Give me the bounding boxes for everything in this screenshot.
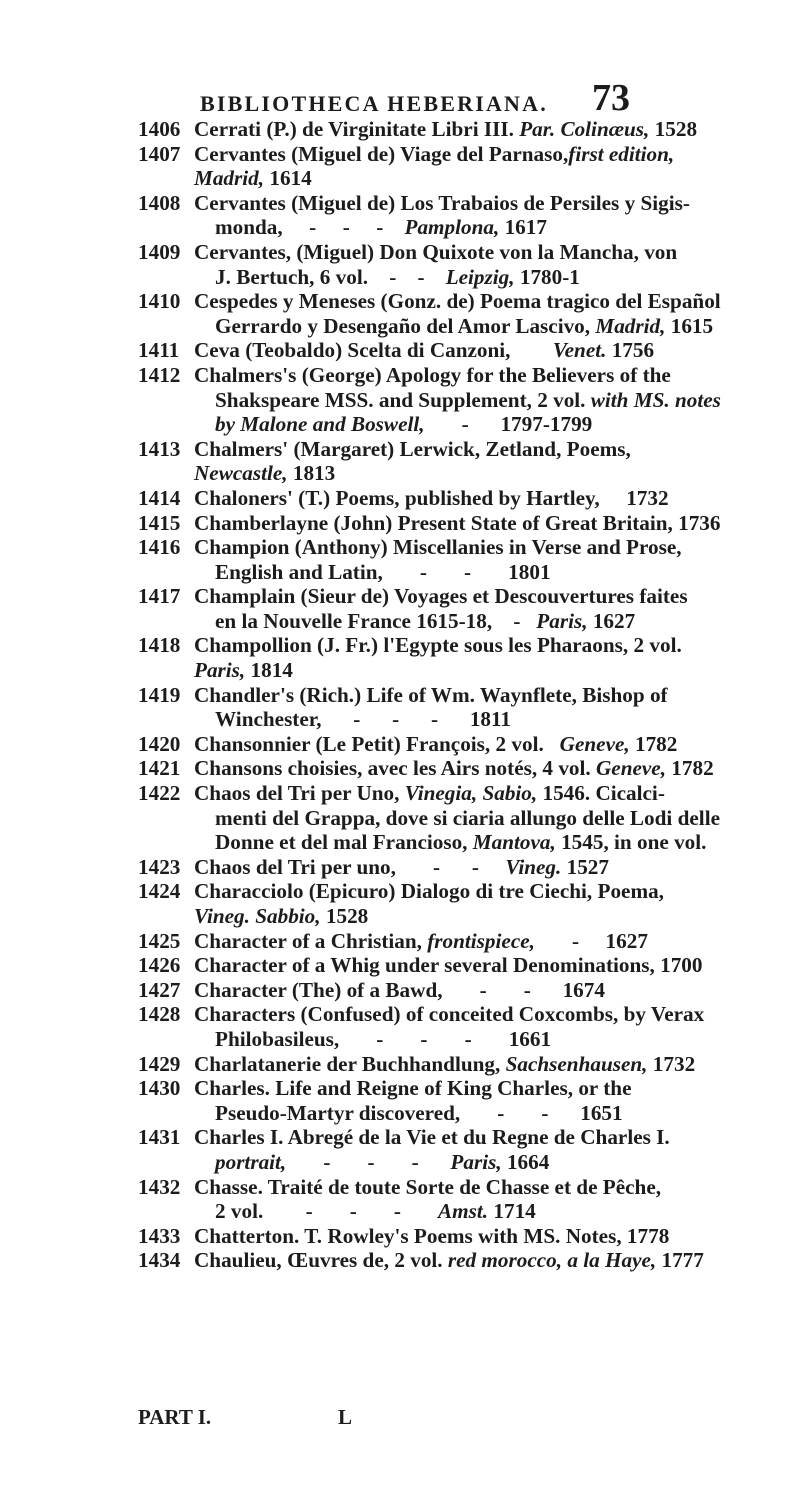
entry-line: Cervantes (Miguel de) Los Trabaios de Persiles y Sigis- [194,190,690,215]
entry-number: 1412 [138,362,181,387]
entry-line: Character of a Whig under several Denominations, 1700 [194,953,703,978]
entry-number: 1426 [138,953,181,978]
catalogue-entry [0,511,800,536]
entry-number: 1406 [138,117,181,141]
entry-text [194,756,714,781]
entry-line: Cervantes, (Miguel) Don Quixote von la Mancha, von [194,239,678,264]
entry-text [194,1051,696,1077]
catalogue-entry [0,1076,800,1125]
entry-number: 1424 [138,879,181,904]
entry-line: Chamberlayne (John) Present State of Great Britain, 1736 [194,510,721,535]
catalogue-entry [0,191,800,240]
entry-text [194,1175,664,1224]
entry-line: Chasse. Traité de toute Sorte de Chasse et de Pêche, [194,1174,662,1199]
entry-number: 1423 [138,854,181,879]
entry-line: Gerrardo y Desengaño del Amor Lascivo, Madrid, 1615 [215,313,714,338]
entry-number: 1416 [138,535,181,560]
entry-line: menti del Grappa, dove si ciaria allungo delle Lodi delle [215,805,720,830]
entry-line: Chaos del Tri per Uno, Vinegia, Sabio, 1546. Cicalci- [194,781,665,806]
entry-line: Characciolo (Epicuro) Dialogo di tre Ciechi, Poema, [194,879,664,904]
catalogue-entry [0,584,800,633]
entry-number: 1413 [138,436,181,461]
catalogue-entry [0,929,800,954]
entry-number: 1427 [138,977,181,1002]
entry-text [194,117,698,142]
entry-line: Chaulieu, Œuvres de, 2 vol. red morocco, a la Haye, 1777 [194,1248,704,1273]
entry-text [194,1076,664,1125]
entry-line: Shakspeare MSS. and Supplement, 2 vol. with MS. notes [215,387,721,412]
entry-number: 1428 [138,1002,181,1027]
entry-line: Chansons choisies, avec les Airs notés, 4 vol. Geneve, 1782 [194,756,714,781]
entry-line: Chaloners' (T.) Poems, published by Hartley, 1732 [194,485,669,510]
catalogue-entry [0,437,800,486]
entry-text [194,1223,670,1249]
entry-number: 1411 [138,338,180,363]
entry-line: Champion (Anthony) Miscellanies in Verse and Prose, [194,535,682,560]
catalogue-entry [0,633,800,682]
entry-text [194,338,664,363]
entry-line: Chalmers' (Margaret) Lerwick, Zetland, Poems, [194,436,631,461]
page-footer [138,1405,678,1429]
catalogue-entry [0,289,800,338]
entry-text [194,929,664,954]
entry-text [194,953,703,978]
entry-line: Characters (Confused) of conceited Coxcombs, by Verax [194,1002,705,1027]
catalogue-entry [0,953,800,978]
catalogue-entry [0,732,800,757]
entry-text [194,535,682,584]
entry-number: 1433 [138,1223,181,1248]
catalogue-entry [0,756,800,781]
entry-line: Donne et del mal Francioso, Mantova, 1545, in one vol. [215,830,707,855]
entry-line: 2 vol. - - - Amst. 1714 [215,1199,536,1224]
entry-line: Chaos del Tri per uno, - - Vineg. 1527 [194,854,609,879]
entry-number: 1409 [138,239,181,264]
entry-line: Champlain (Sieur de) Voyages et Descouvertures faites [194,584,688,609]
entry-line: Champollion (J. Fr.) l'Egypte sous les Pharaons, 2 vol. [194,633,682,658]
entry-number: 1434 [138,1248,181,1273]
entry-text [194,978,664,1003]
catalogue-entry [0,1052,800,1077]
entry-line: Character of a Christian, frontispiece, - 1627 [194,928,648,953]
entry-line: en la Nouvelle France 1615-18, - Paris, 1627 [215,608,636,633]
entry-line: Winchester, - - - 1811 [215,707,512,732]
catalogue-entry [0,338,800,363]
catalogue-entry [0,855,800,880]
entry-line: Cespedes y Meneses (Gonz. de) Poema tragico del Español [194,289,721,314]
entry-number: 1432 [138,1174,181,1199]
catalogue-entry [0,117,800,142]
entry-text [194,1248,704,1273]
entry-line: Chansonnier (Le Petit) François, 2 vol. Geneve, 1782 [194,731,678,756]
entry-number: 1407 [138,141,181,166]
catalogue-entry [0,1125,800,1174]
entry-line: Madrid, 1614 [194,166,312,191]
entry-number: 1425 [138,928,181,953]
entry-number: 1429 [138,1051,181,1076]
entry-text [194,1002,705,1051]
catalogue-entry [0,781,800,855]
entry-line: Ceva (Teobaldo) Scelta di Canzoni, Venet. 1756 [194,338,655,363]
catalogue-entry [0,978,800,1003]
entry-number: 1421 [138,756,181,781]
entry-line: Cervantes (Miguel de) Viage del Parnaso,first edition, [194,141,675,166]
entry-text [194,485,669,511]
entry-line: J. Bertuch, 6 vol. - - Leipzig, 1780-1 [215,264,580,289]
running-title: BIBLIOTHECA HEBERIANA. [200,91,548,116]
catalogue-entry [0,683,800,732]
entry-number: 1408 [138,190,181,215]
entry-number: 1430 [138,1076,181,1101]
catalogue-entry [0,1002,800,1051]
entry-line: Charles. Life and Reigne of King Charles, or the [194,1076,632,1101]
entry-text [194,633,682,683]
entry-number: 1420 [138,731,181,756]
entry-line: portrait, - - - Paris, 1664 [215,1149,550,1174]
entry-line: Chandler's (Rich.) Life of Wm. Waynflete, Bishop of [194,682,668,707]
catalogue-entry [0,879,800,928]
entry-text [194,855,664,880]
catalogue-entry [0,142,800,191]
entry-text [194,239,678,289]
entry-number: 1419 [138,682,181,707]
entry-text [194,682,668,732]
entry-text [194,362,721,437]
entry-number: 1422 [138,781,181,806]
entry-line: Pseudo-Martyr discovered, - - 1651 [215,1100,623,1125]
entry-line: Charles I. Abregé de la Vie et du Regne de Charles I. [194,1125,670,1150]
entry-number: 1431 [138,1125,181,1150]
entry-number: 1418 [138,633,181,658]
entry-line: Newcastle, 1813 [194,461,336,486]
catalogue-entry [0,1175,800,1224]
part-label: PART I. [138,1405,212,1429]
entry-number: 1417 [138,584,181,609]
entry-text [194,437,664,486]
entry-line: Philobasileus, - - - 1661 [215,1026,552,1051]
page-number: 73 [592,77,630,119]
catalogue-entry [0,1248,800,1273]
entry-line: by Malone and Boswell, - 1797-1799 [215,412,593,437]
entry-line: Cerrati (P.) de Virginitate Libri III. Par. Colinæus, 1528 [194,117,698,141]
entry-number: 1410 [138,289,181,314]
catalogue-entry [0,535,800,584]
entry-text [194,289,721,338]
signature-mark: L [338,1405,353,1429]
catalogue-entry [0,363,800,437]
entry-text [194,781,720,855]
entry-line: Vineg. Sabbio, 1528 [194,904,369,928]
entry-line: Charlatanerie der Buchhandlung, Sachsenhausen, 1732 [194,1051,696,1076]
entry-line: monda, - - - Pamplona, 1617 [215,215,547,240]
entry-text [194,141,675,191]
entry-line: English and Latin, - - 1801 [215,559,551,584]
entry-line: Chalmers's (George) Apology for the Believers of the [194,362,671,387]
entry-line: Character (The) of a Bawd, - - 1674 [194,977,605,1002]
entry-text [194,190,690,240]
entry-line: Paris, 1814 [194,658,293,683]
entry-text [194,879,664,928]
catalogue-entry [0,1224,800,1249]
catalogue-entries [0,117,800,1273]
entry-number: 1415 [138,510,181,535]
entry-text [194,584,688,633]
catalogue-entry [0,240,800,289]
entry-text [194,510,721,536]
catalogue-entry [0,486,800,511]
entry-number: 1414 [138,485,181,510]
entry-text [194,1125,670,1174]
entry-line: Chatterton. T. Rowley's Poems with MS. Notes, 1778 [194,1223,670,1248]
entry-text [194,731,678,757]
